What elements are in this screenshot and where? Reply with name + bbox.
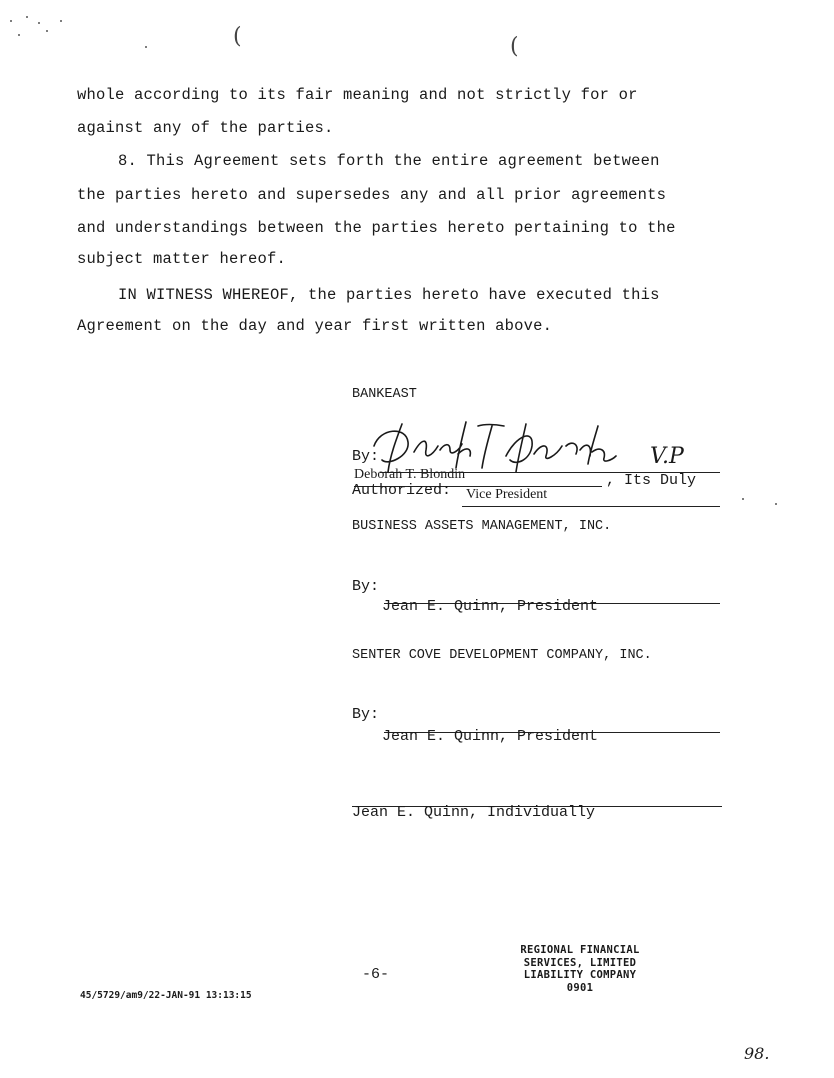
authorized-label: Authorized: — [352, 482, 452, 499]
witness-line: Agreement on the day and year first written above. — [77, 317, 553, 335]
scan-speck — [775, 503, 777, 505]
bankeast-by-label: By: — [352, 448, 380, 465]
senter-cove-signer: Jean E. Quinn, President — [382, 728, 599, 745]
business-assets-company-name: BUSINESS ASSETS MANAGEMENT, INC. — [352, 519, 612, 534]
bankeast-company-name: BANKEAST — [352, 387, 417, 402]
scan-speck — [18, 34, 20, 36]
scan-speck — [38, 22, 40, 24]
stamp-line: REGIONAL FINANCIAL — [520, 944, 640, 956]
scan-speck — [742, 498, 744, 500]
scan-speck — [10, 20, 12, 22]
stamp-line: SERVICES, LIMITED — [523, 956, 637, 969]
stamp-line: 0901 — [566, 981, 594, 994]
signer-name: Deborah T. Blondin — [354, 467, 466, 482]
paragraph-8-line: 8. This Agreement sets forth the entire agreement between — [118, 152, 660, 170]
scan-speck — [46, 30, 48, 32]
witness-line: IN WITNESS WHEREOF, the parties hereto have executed this — [118, 286, 660, 304]
body-line: against any of the parties. — [77, 119, 334, 137]
senter-cove-company-name: SENTER COVE DEVELOPMENT COMPANY, INC. — [352, 648, 652, 663]
company-stamp — [510, 944, 650, 994]
binder-hole-mark: ( — [510, 34, 519, 59]
page-number: -6- — [362, 966, 390, 983]
stamp-line: LIABILITY COMPANY — [523, 969, 637, 981]
individual-signer: Jean E. Quinn, Individually — [352, 804, 596, 821]
body-line: whole according to its fair meaning and not strictly for or — [77, 86, 638, 104]
scan-speck — [26, 16, 28, 18]
business-assets-signer: Jean E. Quinn, President — [382, 598, 599, 615]
binder-hole-mark: ( — [233, 24, 242, 49]
handwritten-title: V.P — [650, 444, 684, 469]
paragraph-8-line: the parties hereto and supersedes any and all prior agreements — [77, 186, 667, 204]
senter-cove-by-label: By: — [352, 706, 380, 723]
paragraph-8-line: and understandings between the parties hereto pertaining to the — [77, 219, 676, 237]
signer-title: Vice President — [466, 487, 548, 502]
paragraph-8-line: subject matter hereof. — [77, 250, 287, 268]
handwritten-page-number: 98. — [744, 1044, 770, 1063]
its-duly-text: , Its Duly — [606, 472, 697, 489]
business-assets-by-label: By: — [352, 578, 380, 595]
scan-speck — [60, 20, 62, 22]
title-underline — [462, 506, 720, 507]
document-code: 45/5729/am9/22-JAN-91 13:13:15 — [80, 990, 252, 1001]
scan-speck — [145, 46, 147, 48]
